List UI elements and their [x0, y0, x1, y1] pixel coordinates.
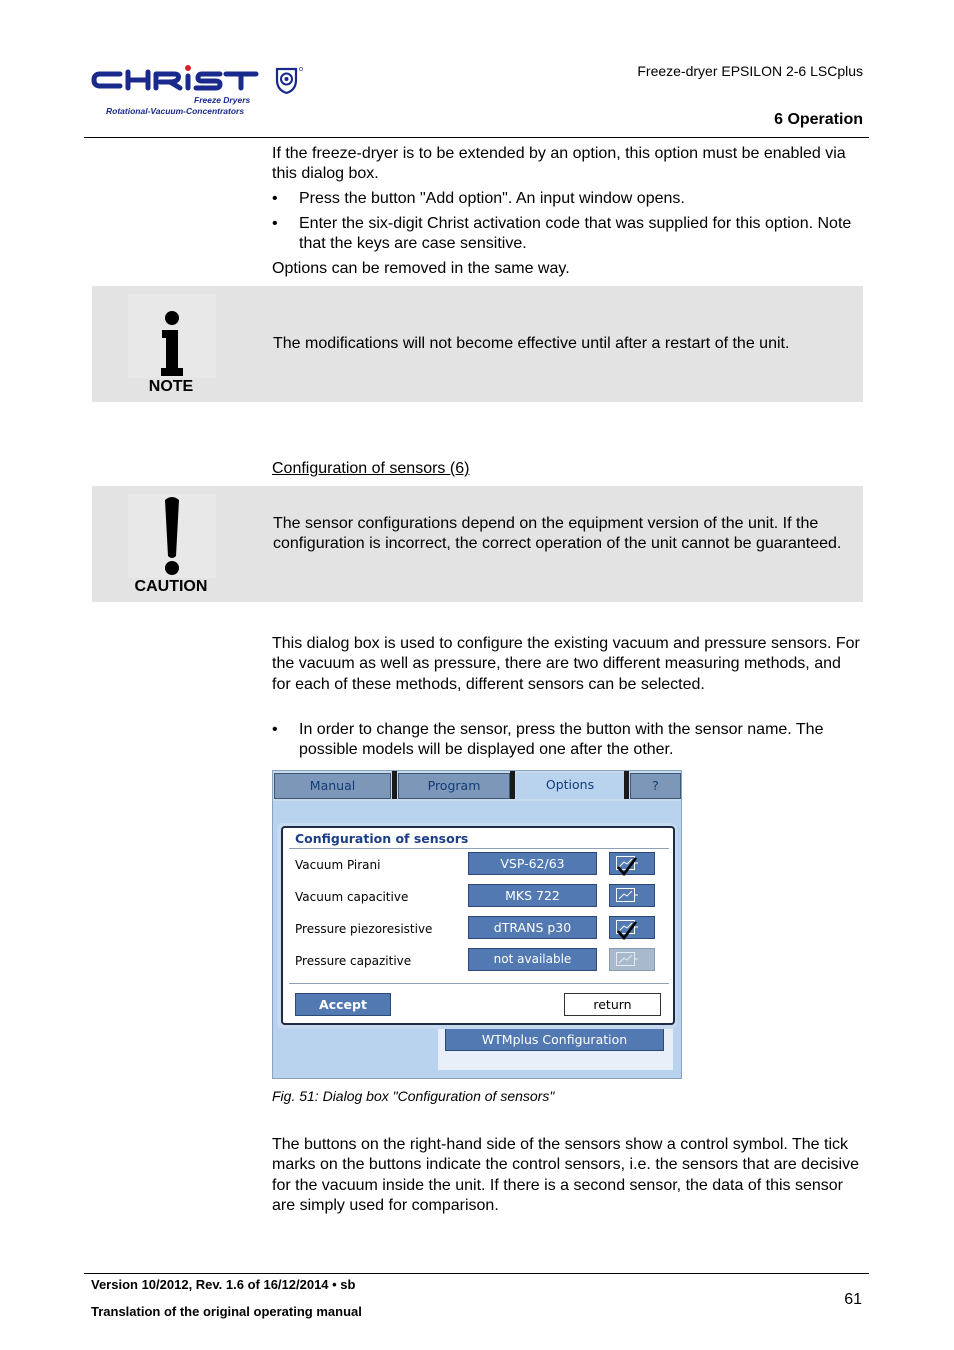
- sensor-config-dialog: [281, 826, 675, 1025]
- control-button-vacuum-pirani[interactable]: [609, 852, 655, 875]
- tab-options[interactable]: Options: [516, 773, 624, 799]
- control-button-pressure-piezoresistive[interactable]: [609, 916, 655, 939]
- christ-wordmark: [90, 62, 262, 98]
- caution-icon-pane: [128, 494, 216, 578]
- dialog-divider: [289, 983, 669, 984]
- tab-program[interactable]: Program: [398, 773, 510, 799]
- tab-separator: [624, 771, 629, 799]
- body-paragraph: This dialog box is used to configure the existing vacuum and pressure sensors. For the vacuum as well as pressure, there are two different measuring methods, and for each of these methods, different sensors can be selected.: [272, 635, 860, 693]
- header-divider: [84, 137, 869, 138]
- footer-translation: Translation of the original operating manual: [91, 1304, 362, 1319]
- wtmplus-configuration-button[interactable]: WTMplus Configuration: [445, 1028, 664, 1051]
- intro-bullet-1: • Press the button "Add option". An input window opens.: [272, 190, 685, 207]
- caution-label: CAUTION: [134, 578, 208, 595]
- tick-icon: [616, 920, 638, 942]
- note-icon-pane: [128, 294, 216, 378]
- note-box: [92, 286, 863, 402]
- row-label-vacuum-pirani: Vacuum Pirani: [295, 858, 381, 872]
- logo-subtitle-2: Rotational-Vacuum-Concentrators: [106, 106, 245, 116]
- tab-manual[interactable]: Manual: [274, 773, 391, 799]
- bullet-text: Enter the six-digit Christ activation code that was supplied for this option. Note that the keys are case sensitive.: [299, 215, 852, 253]
- christ-logo: [90, 62, 315, 120]
- sensors-dialog-screenshot: [272, 770, 682, 1079]
- logo-subtitle-1: Freeze Dryers: [194, 95, 251, 105]
- tab-help[interactable]: ?: [630, 773, 681, 799]
- sensor-button-vacuum-pirani[interactable]: VSP-62/63: [468, 852, 597, 875]
- tick-icon: [616, 856, 638, 878]
- control-button-pressure-capacitive: [609, 948, 655, 971]
- footer-divider: [84, 1273, 869, 1274]
- product-name: Freeze-dryer EPSILON 2-6 LSCplus: [637, 63, 863, 79]
- accept-button[interactable]: Accept: [295, 993, 391, 1016]
- body-bullet: • In order to change the sensor, press the button with the sensor name. The possible models will be displayed one after the other.: [272, 721, 824, 759]
- note-label: NOTE: [148, 378, 194, 395]
- caution-box: [92, 486, 863, 602]
- intro-paragraph-2: Options can be removed in the same way.: [272, 260, 570, 277]
- christ-emblem-icon: [274, 66, 304, 96]
- info-icon: [128, 294, 216, 378]
- sensor-button-pressure-piezoresistive[interactable]: dTRANS p30: [468, 916, 597, 939]
- sensor-button-vacuum-capacitive[interactable]: MKS 722: [468, 884, 597, 907]
- tab-separator: [510, 771, 515, 799]
- caution-text: The sensor configurations depend on the equipment version of the unit. If the configuration is incorrect, the correct operation of the unit cannot be guaranteed.: [273, 515, 842, 553]
- bullet-text: In order to change the sensor, press the button with the sensor name. The possible models will be displayed one after the other.: [299, 721, 824, 759]
- row-label-vacuum-capacitive: Vacuum capacitive: [295, 890, 409, 904]
- row-label-pressure-piezoresistive: Pressure piezoresistive: [295, 922, 433, 936]
- bullet-text: Press the button "Add option". An input window opens.: [299, 190, 685, 207]
- dialog-title: Configuration of sensors: [295, 831, 469, 846]
- intro-bullet-2: • Enter the six-digit Christ activation code that was supplied for this option. Note that the keys are case sensitive.: [272, 215, 852, 253]
- body-paragraph-2: The buttons on the right-hand side of the sensors show a control symbol. The tick marks on the buttons indicate the control sensors, i.e. the sensors that are decisive for the vacuum inside the unit. If there is a second sensor, the data of this sensor are simply used for comparison.: [272, 1136, 859, 1214]
- chart-icon: [616, 888, 638, 903]
- sensor-button-pressure-capacitive[interactable]: not available: [468, 948, 597, 971]
- section-title: 6 Operation: [774, 111, 863, 128]
- chart-icon: [616, 952, 638, 967]
- dialog-divider: [289, 848, 669, 849]
- page-number: 61: [844, 1291, 862, 1308]
- row-label-pressure-capacitive: Pressure capazitive: [295, 954, 412, 968]
- return-button[interactable]: return: [564, 993, 661, 1016]
- figure-caption: Fig. 51: Dialog box "Configuration of sensors": [272, 1088, 555, 1104]
- footer-version: Version 10/2012, Rev. 1.6 of 16/12/2014 • sb: [91, 1277, 356, 1292]
- tab-separator: [392, 771, 397, 799]
- exclamation-icon: [128, 494, 216, 578]
- sensors-heading: Configuration of sensors (6): [272, 460, 470, 477]
- note-text: The modifications will not become effective until after a restart of the unit.: [273, 335, 790, 352]
- control-button-vacuum-capacitive[interactable]: [609, 884, 655, 907]
- intro-paragraph: If the freeze-dryer is to be extended by an option, this option must be enabled via this dialog box.: [272, 145, 846, 183]
